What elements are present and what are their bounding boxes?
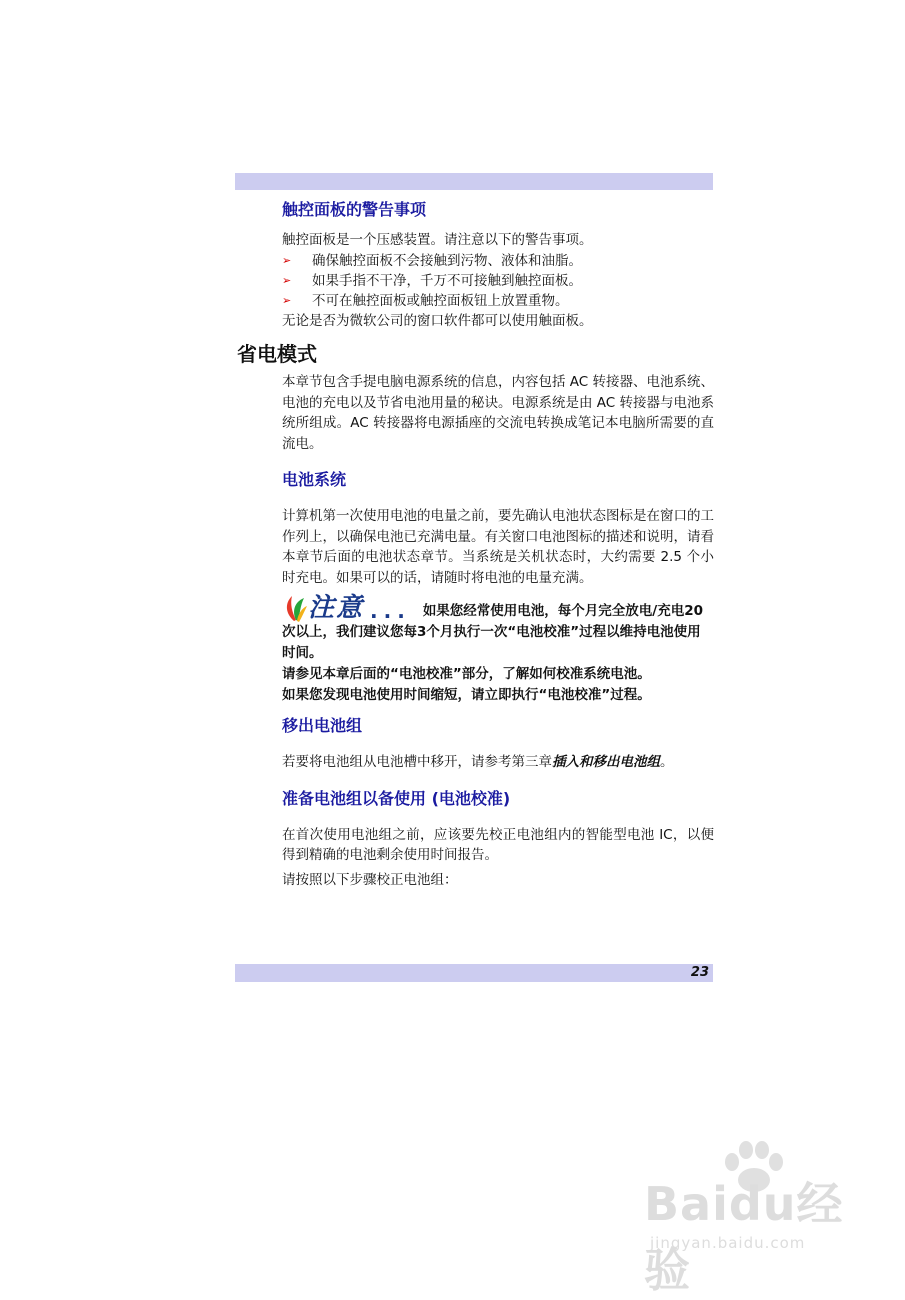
page-number: 23 <box>690 965 709 980</box>
watermark-logo: Baidu经验 <box>644 1177 844 1297</box>
battery-system-title: 电池系统 <box>282 470 347 489</box>
notice-line-2: 请参见本章后面的“电池校准”部分，了解如何校准系统电池。 <box>282 666 651 682</box>
watermark-url: jingyan.baidu.com <box>650 1234 806 1252</box>
header-band <box>235 173 713 190</box>
page-content <box>282 198 714 331</box>
footer-band <box>235 964 713 982</box>
notice-box <box>282 594 714 706</box>
battery-body: 计算机第一次使用电池的电量之前，要先确认电池状态图标是在窗口的工作列上，以确保电池已充满电量。有关窗口电池图标的描述和说明，请看本章节后面的电池状态章节。当系统是关机状态时，大约需要 2.5 个小时充电。如果可以的话，请随时将电池的电量充满。 <box>282 508 714 586</box>
touchpad-warning-title: 触控面板的警告事项 <box>282 200 427 219</box>
notice-dots: ... <box>370 599 411 623</box>
arrow-bullet-icon: ➢ <box>282 273 292 287</box>
notice-leaf-icon <box>282 594 308 622</box>
touchpad-warning-list <box>282 251 714 311</box>
list-item: ➢ 不可在触控面板或触控面板钮上放置重物。 <box>282 292 569 309</box>
power-saving-title: 省电模式 <box>237 342 317 366</box>
arrow-bullet-icon: ➢ <box>282 253 292 267</box>
steps-intro: 请按照以下步骤校正电池组： <box>282 871 458 888</box>
list-item: ➢ 确保触控面板不会接触到污物、液体和油脂。 <box>282 252 582 269</box>
prepare-battery-body: 在首次使用电池组之前，应该要先校正电池组内的智能型电池 IC，以便得到精确的电池剩余使用时间报告。 <box>282 826 714 863</box>
remove-battery-body: 若要将电池组从电池槽中移开，请参考第三章插入和移出电池组。 <box>282 754 674 770</box>
notice-line-3: 如果您发现电池使用时间缩短，请立即执行“电池校准”过程。 <box>282 687 651 703</box>
list-item: ➢ 如果手指不干净，千万不可接触到触控面板。 <box>282 272 582 289</box>
notice-title: 注意 <box>308 593 365 623</box>
remove-battery-title: 移出电池组 <box>282 716 363 735</box>
notice-line-1: 如果您经常使用电池，每个月完全放电/充电20次以上，我们建议您每3个月执行一次“电池校准”过程以维持电池使用时间。 <box>282 603 704 661</box>
arrow-bullet-icon: ➢ <box>282 293 292 307</box>
power-body: 本章节包含手提电脑电源系统的信息，内容包括 AC 转接器、电池系统、电池的充电以及节省电池用量的秘诀。电源系统是由 AC 转接器与电池系统所组成。AC 转接器将电源插座的交流电转换成笔记本电脑所需要的直流电。 <box>282 374 715 452</box>
chapter-link-text: 插入和移出电池组 <box>552 754 660 770</box>
power-content <box>282 372 714 890</box>
touchpad-intro: 触控面板是一个压感装置。请注意以下的警告事项。 <box>282 232 593 248</box>
watermark <box>640 1140 870 1297</box>
prepare-battery-title: 准备电池组以备使用 (电池校准) <box>282 788 511 808</box>
notice-logo <box>282 594 411 622</box>
touchpad-footer: 无论是否为微软公司的窗口软件都可以使用触面板。 <box>282 312 593 329</box>
